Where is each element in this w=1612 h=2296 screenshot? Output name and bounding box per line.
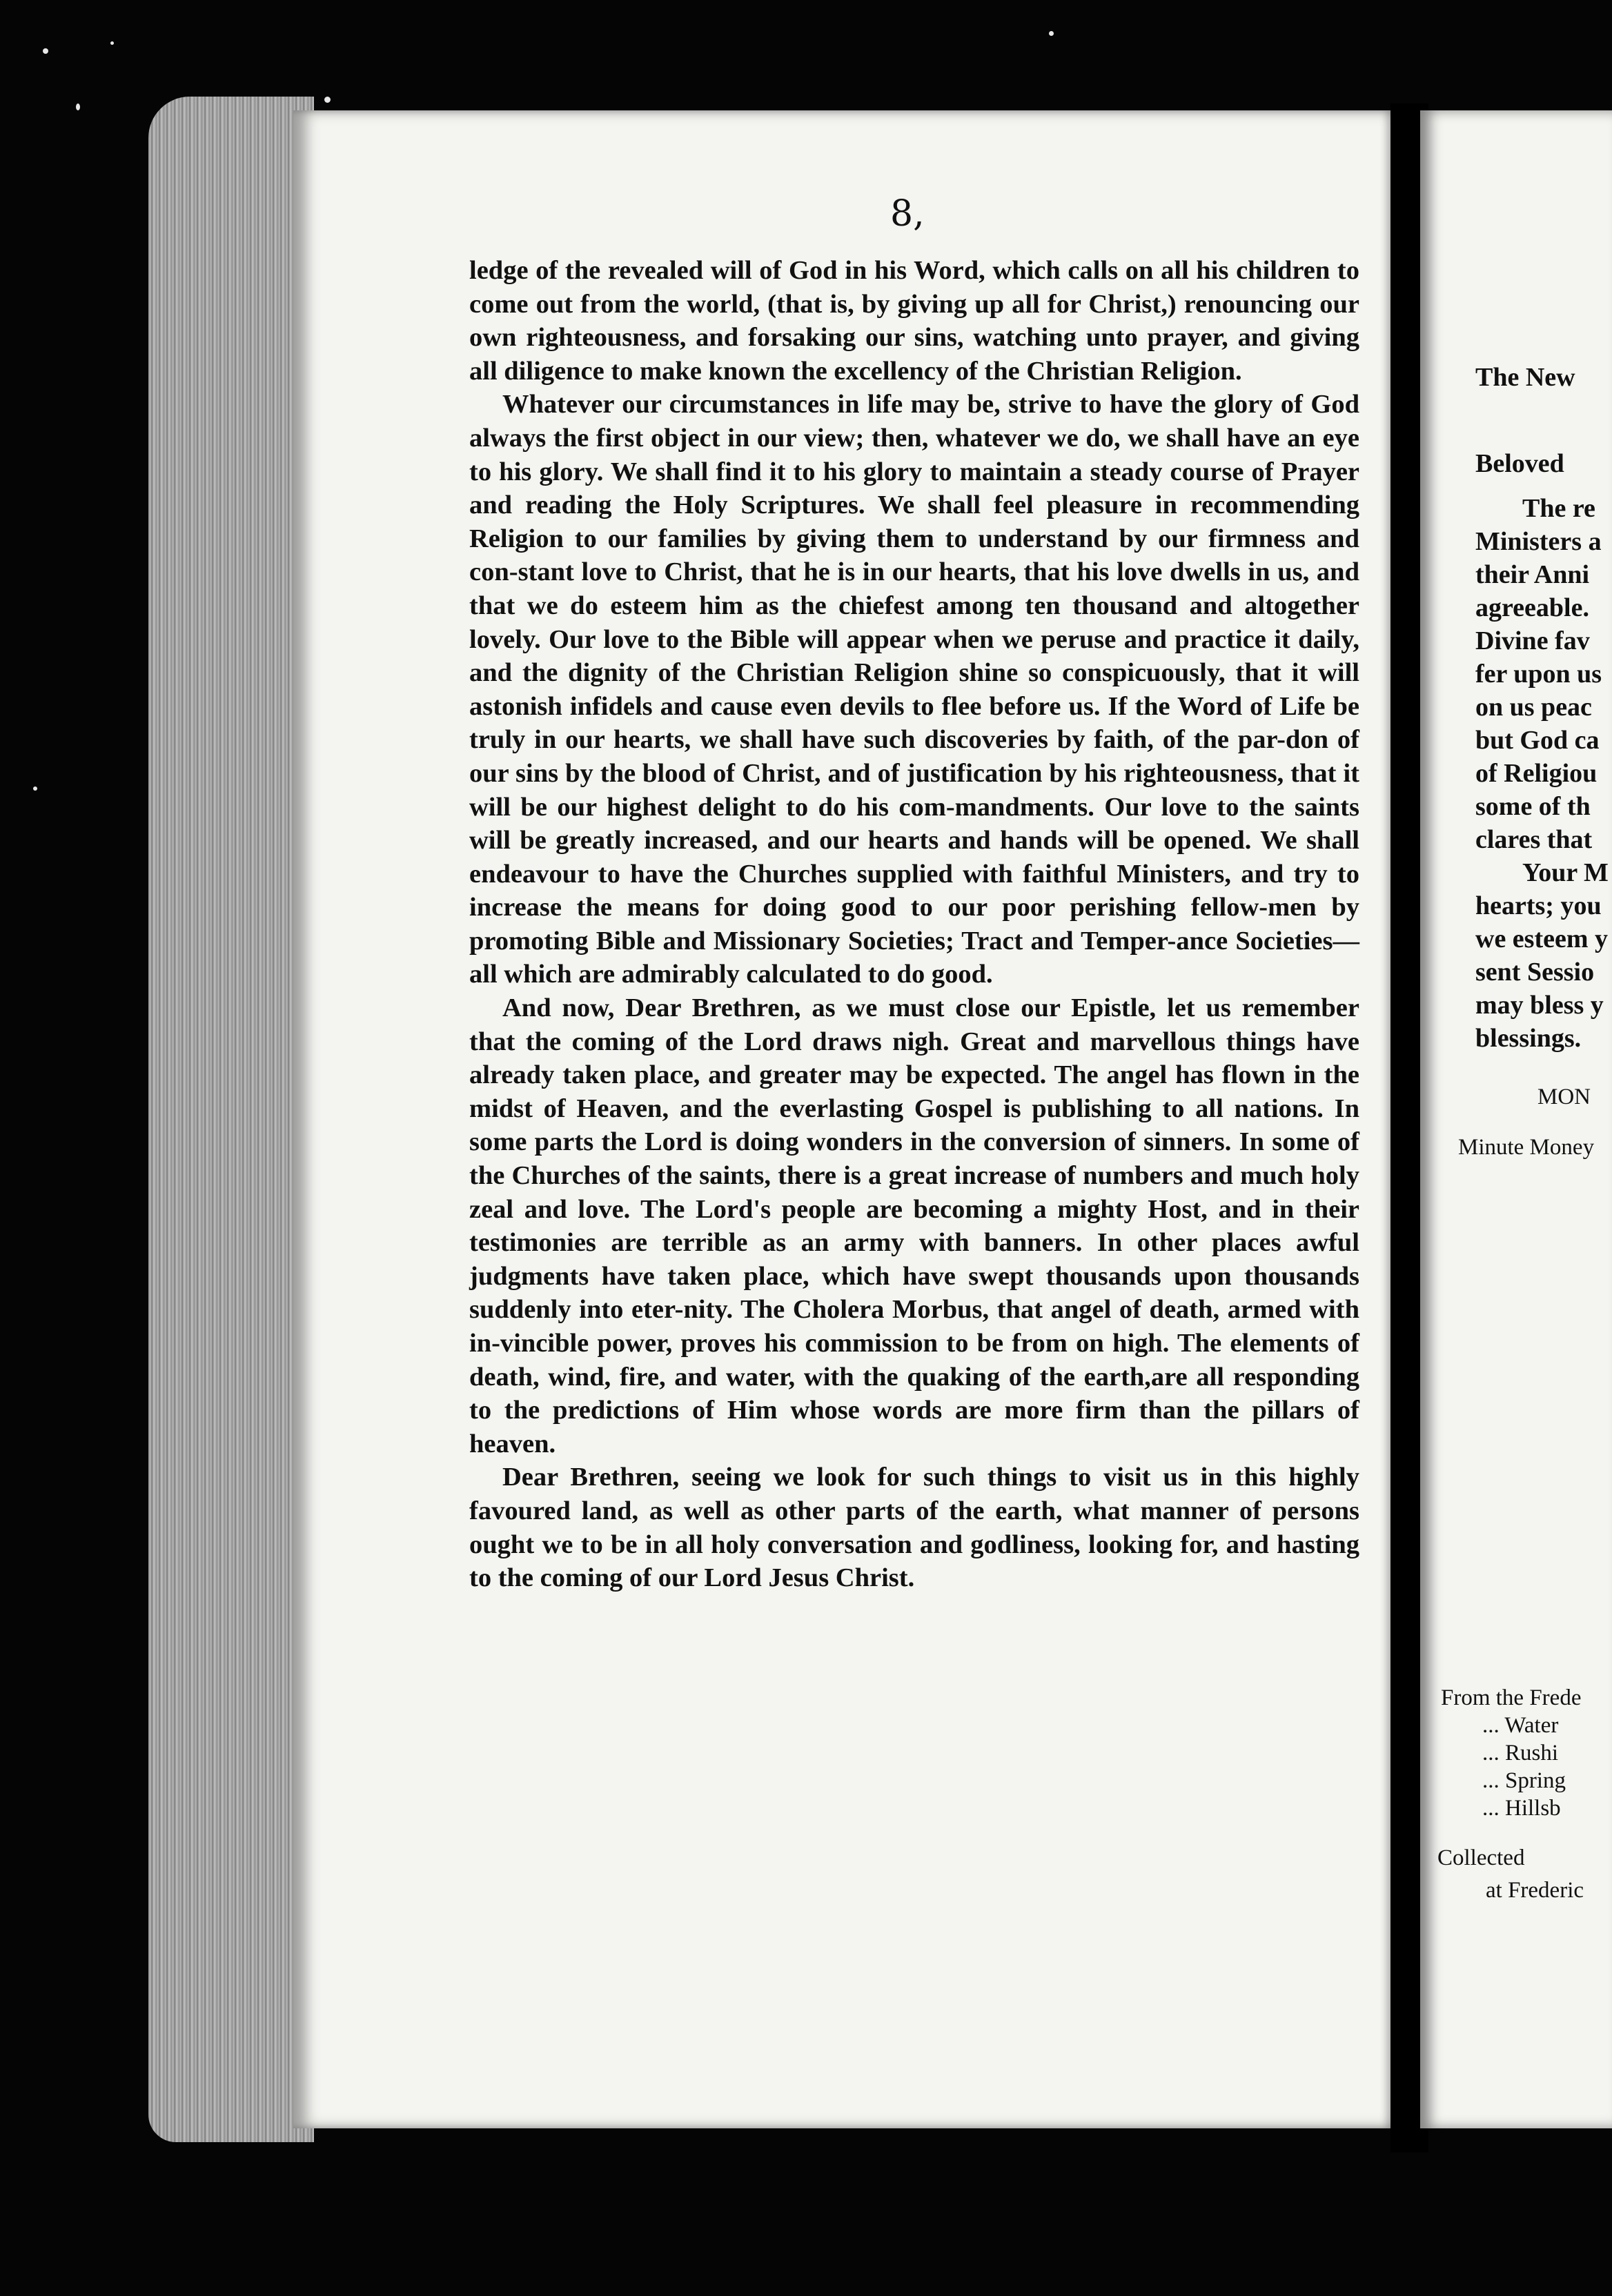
text-line: blessings. [1475,1024,1582,1053]
ledger-line: From the Frede [1441,1685,1582,1710]
ledger-line: ... Rushi [1482,1741,1559,1765]
page-number: 8, [890,193,925,235]
text-line: hearts; you [1475,891,1602,920]
text-line: of Religiou [1475,759,1598,788]
text-line: clares that [1475,825,1593,854]
text-line: fer upon us [1475,660,1602,689]
text-line: but God ca [1475,726,1600,755]
text-line: sent Sessio [1475,958,1595,987]
right-page [1420,110,1612,2128]
ledger-line: ... Spring [1482,1768,1566,1793]
text-line: Ministers a [1475,527,1602,556]
dust-speck [43,48,48,54]
text-line: on us peac [1475,693,1592,722]
ledger-line: Collected [1437,1845,1525,1870]
dust-speck [110,41,114,45]
text-line: some of th [1475,792,1591,821]
dust-speck [324,97,331,103]
paragraph: Whatever our circumstances in life may be, strive to have the glory of God always the first object in our view; then, whatever we do, we shall have an eye to his glory. We shall find it to his glory to maintain a steady course of Prayer and reading the Holy Scriptures. We shall feel pleasure in recommending Religion to our families by giving them to understand by our firmness and con-stant love to Christ, that he is in our hearts, that his love dwells in us, and that we do esteem him as the chiefest among ten thousand and altogether lovely. Our love to the Bible will appear when we peruse and practice it daily, and the dignity of the Christian Religion shine so conspicuously, that it will astonish infidels and cause even devils to flee before us. If the Word of Life be truly in our hearts, we shall have such discoveries by faith, of the par-don of our sins by the blood of Christ, and of justification by his righteousness, that it will be our highest delight to do his com-mandments. Our love to the saints will be greatly increased, and our hearts and hands will be opened. We shall endeavour to have the Churches supplied with faithful Ministers, and try to increase the means for doing good to our poor perishing fellow-men by promoting Bible and Missionary Societies; Tract and Temper-ance Societies—all which are admirably calculated to do good. [469,390,1359,989]
text-line: agreeable. [1475,593,1589,622]
right-page-heading: The New [1475,363,1575,392]
text-line: we esteem y [1475,924,1609,953]
table-caption: Minute Money [1458,1135,1595,1160]
dust-speck [33,786,37,791]
section-heading: MON [1537,1085,1591,1109]
text-line: their Anni [1475,560,1590,589]
text-line: Your M [1522,858,1609,887]
text-line: Divine fav [1475,626,1590,655]
ledger-line: ... Water [1482,1713,1559,1738]
dust-speck [76,103,80,110]
paragraph: Dear Brethren, seeing we look for such things to visit us in this highly favoured land, as well as other parts of the earth, what manner of persons ought we to be in all holy conversation and godliness, looking for, and hasting to the coming of our Lord Jesus Christ. [469,1463,1359,1593]
book-page-edges [148,97,314,2142]
salutation: Beloved [1475,449,1564,478]
epistle-text [469,254,1359,1595]
paragraph: ledge of the revealed will of God in his Word, which calls on all his children to come out from the world, (that is, by giving up all for Christ,) renouncing our own righteousness, and forsaking our sins, watching unto prayer, and giving all diligence to make known the excellency of the Christian Religion. [469,256,1359,386]
ledger-line: ... Hillsb [1482,1796,1561,1821]
text-line: The re [1522,494,1595,523]
ledger-line: at Frederic [1486,1878,1584,1903]
dust-speck [1049,31,1054,36]
text-line: may bless y [1475,991,1604,1020]
paragraph: And now, Dear Brethren, as we must close our Epistle, let us remember that the coming of the Lord draws nigh. Great and marvellous things have already taken place, and greater may be expected. The angel has flown in the midst of Heaven, and the everlasting Gospel is publishing to all nations. In some parts the Lord is doing wonders in the conversion of sinners. In some of the Churches of the saints, there is a great increase of numbers and much holy zeal and love. The Lord's people are becoming a mighty Host, and in their testimonies are terrible as an army with banners. In other places awful judgments have taken place, which have swept thousands upon thousands suddenly into eter-nity. The Cholera Morbus, that angel of death, armed with in-vincible power, proves his commission to be from on high. The elements of death, wind, fire, and water, with the quaking of the earth,are all responding to the predictions of Him whose words are more firm than the pillars of heaven. [469,993,1359,1458]
